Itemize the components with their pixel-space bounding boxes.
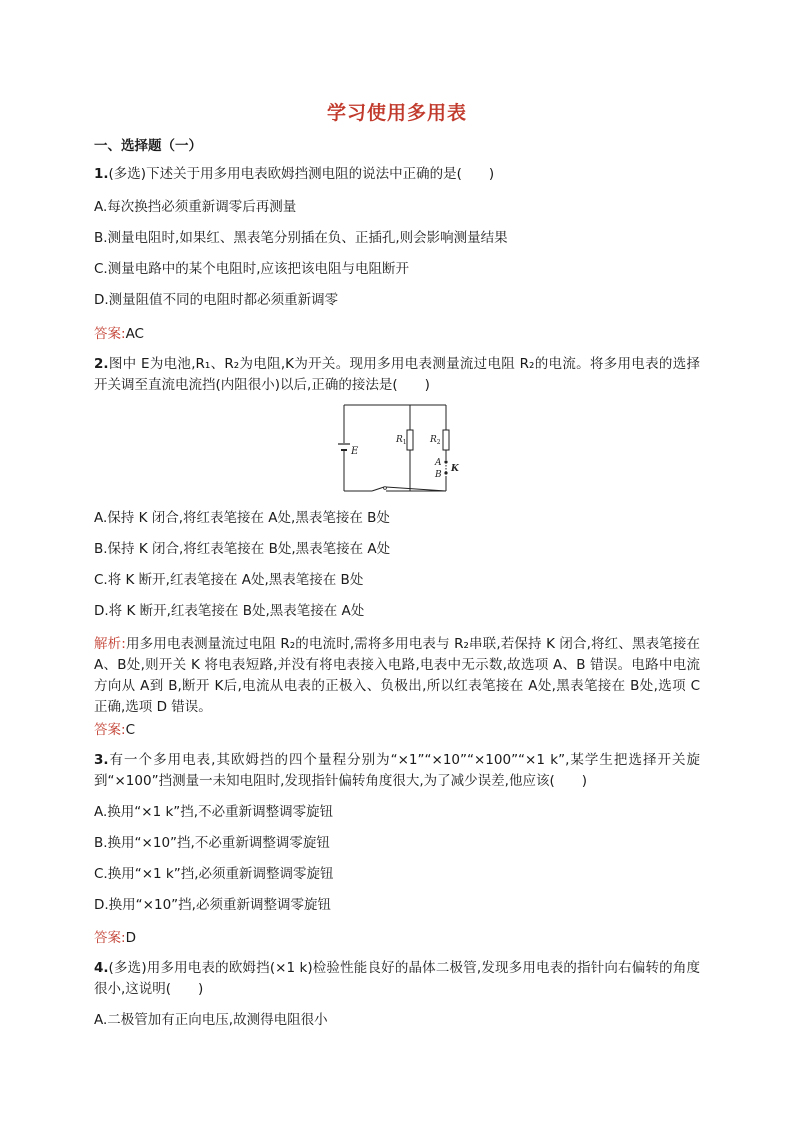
bottom-switch (372, 487, 386, 491)
label-r1: $R_1$ (396, 435, 407, 446)
question-2-stem: 2.图中 E为电池,R₁、R₂为电阻,K为开关。现用多用电表测量流过电阻 R₂的电流。将多用电表的选择开关调至直流电流挡(内阻很小)以后,正确的接法是( ) (94, 356, 700, 393)
label-b: B (435, 470, 442, 480)
label-r2: $R_2$ (430, 435, 441, 446)
question-1-number: 1. (94, 166, 109, 182)
question-1-stem: 1.(多选)下述关于用多用电表欧姆挡测电阻的说法中正确的是( ) (94, 166, 495, 182)
question-2-number: 2. (94, 356, 109, 372)
question-3-option-c: C.换用“×1 k”挡,必须重新调整调零旋钮 (94, 866, 334, 882)
question-3-option-a: A.换用“×1 k”挡,不必重新调整调零旋钮 (94, 804, 334, 820)
question-2-explanation: 解析:用多用电表测量流过电阻 R₂的电流时,需将多用电表与 R₂串联,若保持 K 闭合,将红、黑表笔接在 A、B处,则开关 K 将电表短路,并没有将电表接入电路,电表中无示数,故选项 A、B 错误。电路中电流方向从 A到 B,断开 K后,电流从电表的正极入、负极出,所以红表笔接在 A处,黑表笔接在 B处,选项 C 正确,选项 D 错误。 (94, 636, 700, 715)
question-4-number: 4. (94, 960, 109, 976)
battery-symbol (338, 444, 350, 450)
label-e: E (351, 446, 359, 457)
question-1-answer: 答案:AC (94, 326, 144, 342)
page-title: 学习使用多用表 (326, 102, 467, 124)
question-1-option-d: D.测量阻值不同的电阻时都必须重新调零 (94, 292, 339, 308)
question-3-option-d: D.换用“×10”挡,必须重新调整调零旋钮 (94, 897, 331, 913)
label-k: K (451, 464, 459, 474)
resistor-r1 (407, 430, 413, 450)
question-2-option-d: D.将 K 断开,红表笔接在 B处,黑表笔接在 A处 (94, 603, 365, 619)
question-3-option-b: B.换用“×10”挡,不必重新调整调零旋钮 (94, 835, 330, 851)
question-2-option-a: A.保持 K 闭合,将红表笔接在 A处,黑表笔接在 B处 (94, 510, 390, 526)
question-1-option-b: B.测量电阻时,如果红、黑表笔分别插在负、正插孔,则会影响测量结果 (94, 230, 508, 246)
question-3-stem: 3.有一个多用电表,其欧姆挡的四个量程分别为“×1”“×10”“×100”“×1 k”,某学生把选择开关旋到“×100”挡测量一未知电阻时,发现指针偏转角度很大,为了减少误差,他应该( ) (94, 752, 700, 789)
question-2-option-b: B.保持 K 闭合,将红表笔接在 B处,黑表笔接在 A处 (94, 541, 391, 557)
question-2-answer: 答案:C (94, 722, 135, 738)
resistor-r2 (443, 430, 449, 450)
question-2-option-c: C.将 K 断开,红表笔接在 A处,黑表笔接在 B处 (94, 572, 364, 588)
section-heading: 一、选择题（一） (94, 138, 202, 154)
question-1-option-c: C.测量电路中的某个电阻时,应该把该电阻与电阻断开 (94, 261, 410, 277)
question-4-option-a: A.二极管加有正向电压,故测得电阻很小 (94, 1012, 328, 1028)
question-3-answer: 答案:D (94, 930, 136, 946)
label-a: A (435, 458, 442, 468)
question-3-number: 3. (94, 752, 109, 768)
question-1-option-a: A.每次换挡必须重新调零后再测量 (94, 199, 297, 215)
question-4-stem: 4.(多选)用多用电表的欧姆挡(×1 k)检验性能良好的晶体二极管,发现多用电表的指针向右偏转的角度很小,这说明( ) (94, 960, 700, 997)
circuit-diagram (338, 400, 462, 496)
